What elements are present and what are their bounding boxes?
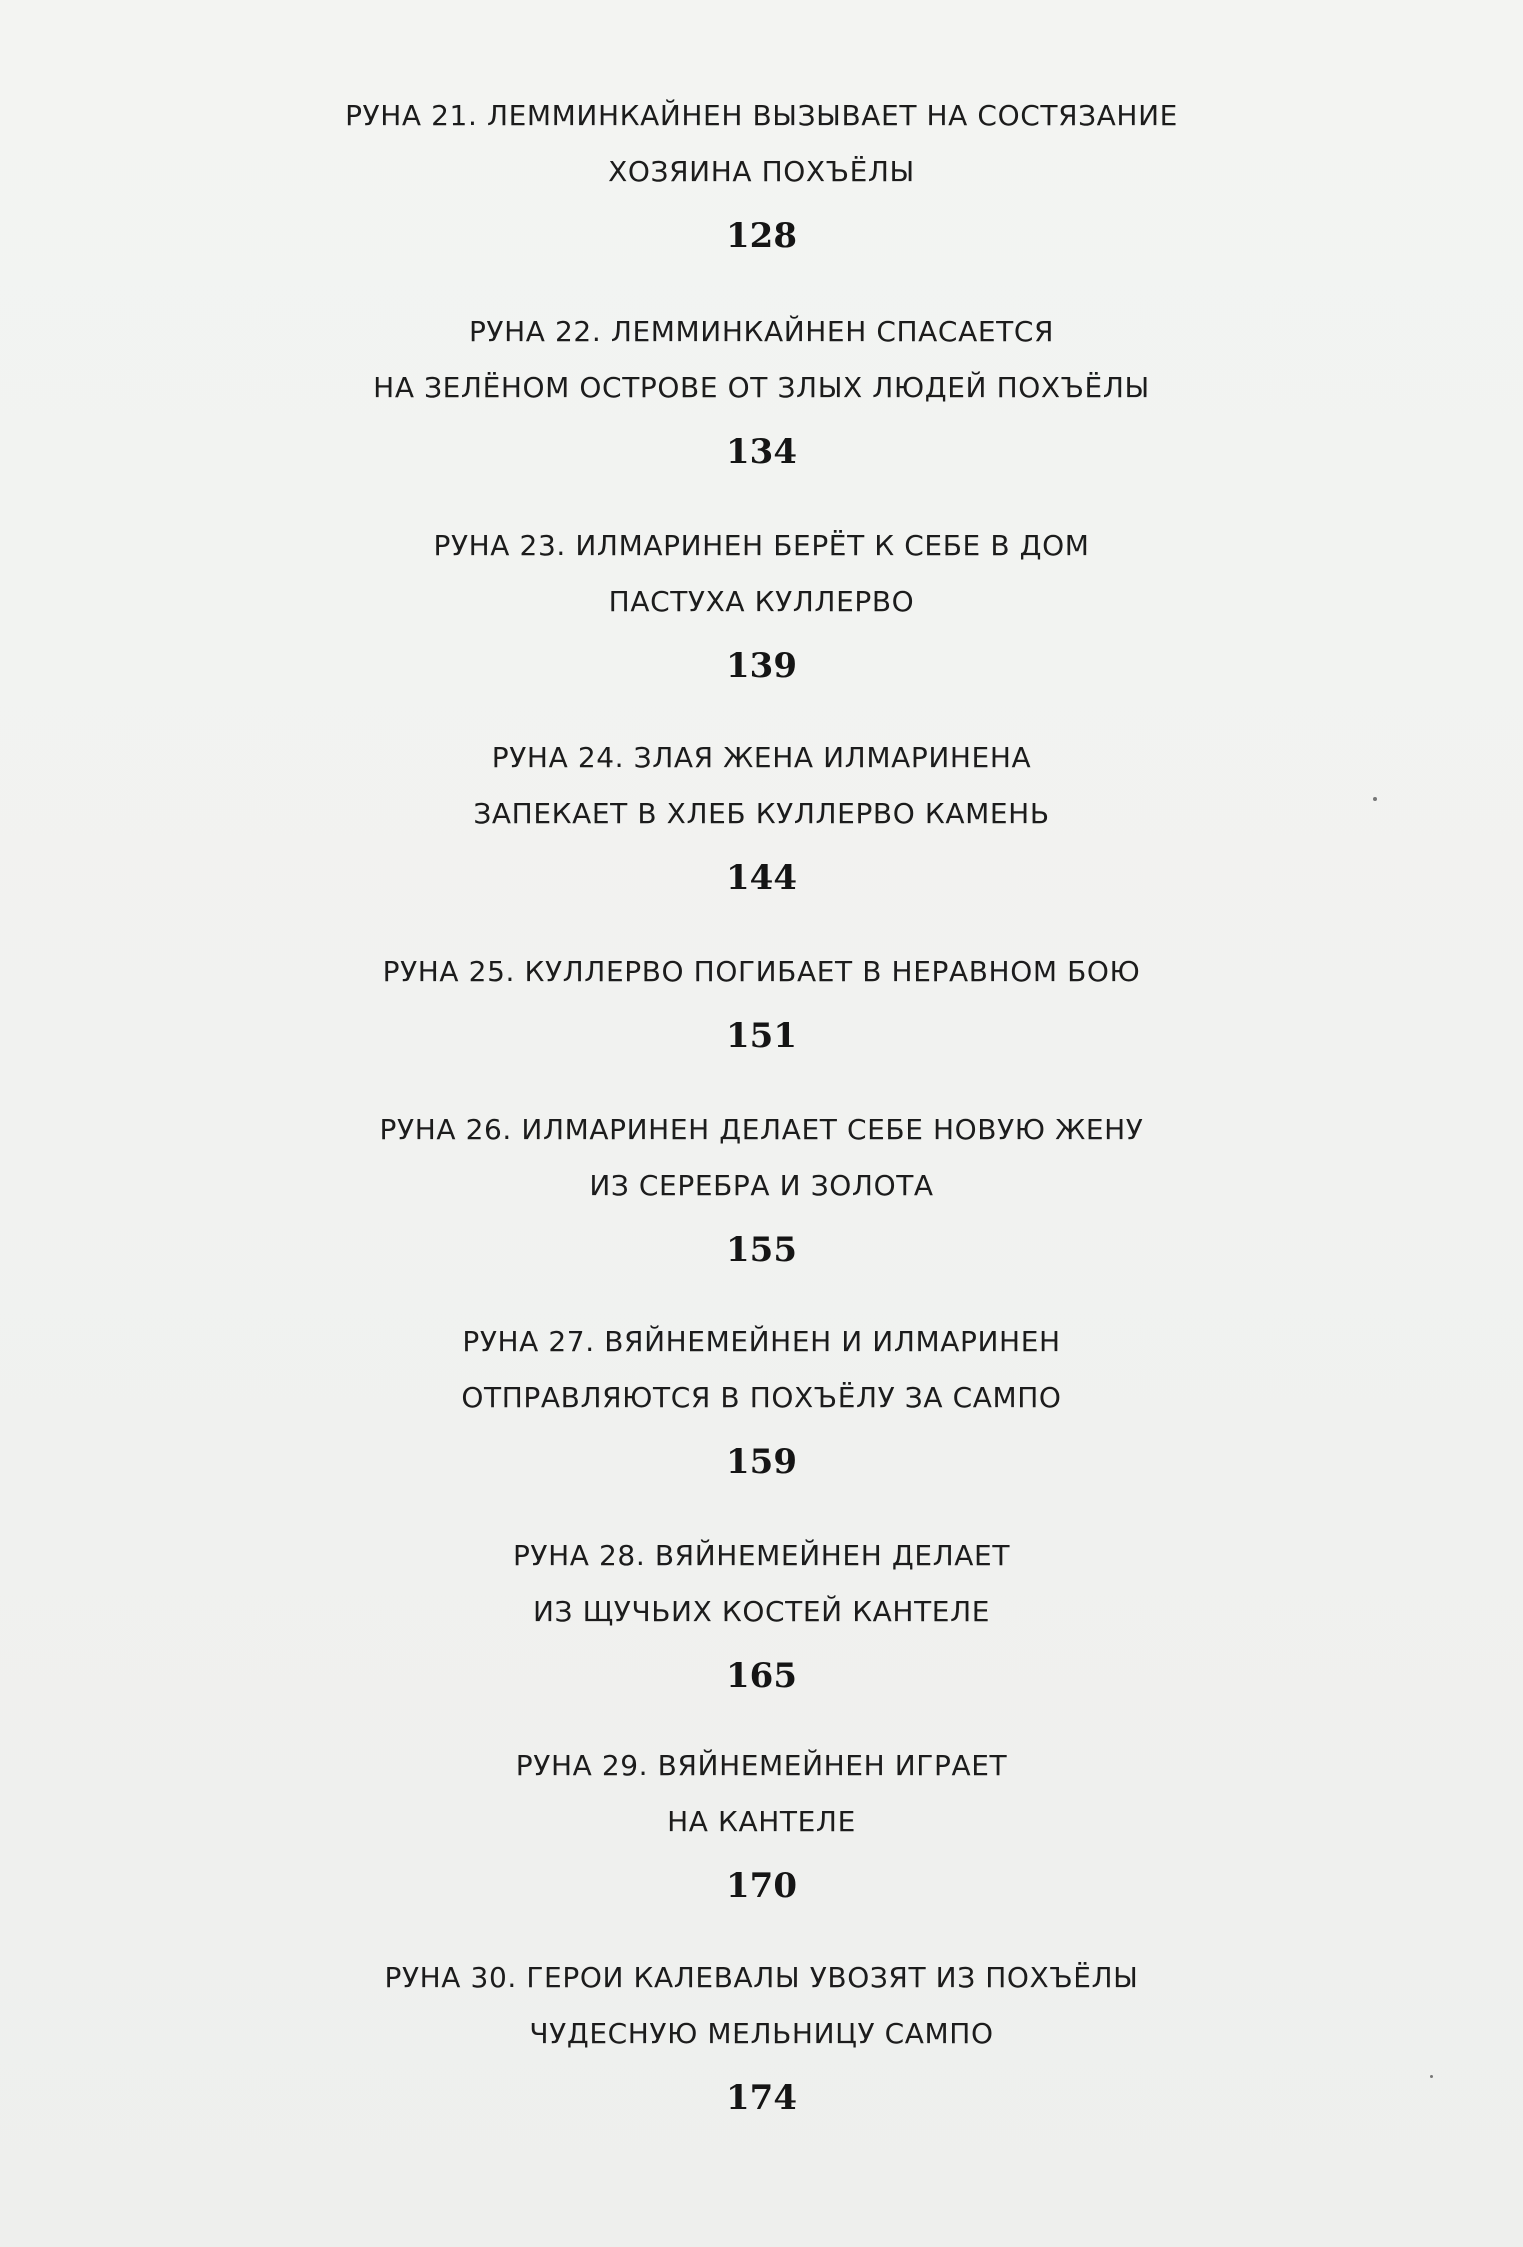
toc-entry-runa-22	[0, 304, 1523, 474]
entry-title-line: РУНА 21. ЛЕММИНКАЙНЕН ВЫЗЫВАЕТ НА СОСТЯЗАНИЕ	[345, 99, 1178, 132]
entry-page-number: 151	[726, 1016, 797, 1056]
entry-title-line: ИЗ ЩУЧЬИХ КОСТЕЙ КАНТЕЛЕ	[532, 1595, 991, 1628]
entry-title-line: ЧУДЕСНУЮ МЕЛЬНИЦУ САМПО	[529, 2017, 994, 2050]
toc-entry-runa-29	[0, 1738, 1523, 1908]
toc-entry-runa-26	[0, 1102, 1523, 1272]
entry-title-line: ПАСТУХА КУЛЛЕРВО	[608, 585, 915, 618]
toc-entry-runa-28	[0, 1528, 1523, 1698]
paper-speck	[1373, 797, 1377, 801]
toc-entry-runa-30	[0, 1950, 1523, 2120]
entry-title-line: ИЗ СЕРЕБРА И ЗОЛОТА	[589, 1169, 934, 1202]
entry-title-line: РУНА 26. ИЛМАРИНЕН ДЕЛАЕТ СЕБЕ НОВУЮ ЖЕНУ	[379, 1113, 1144, 1146]
entry-page-number: 139	[726, 646, 797, 686]
paper-speck	[1430, 2075, 1433, 2078]
toc-entry-runa-25	[0, 944, 1523, 1058]
entry-page-number: 159	[726, 1442, 797, 1482]
entry-title-line: ХОЗЯИНА ПОХЪЁЛЫ	[608, 155, 915, 188]
entry-page-number: 144	[726, 858, 797, 898]
entry-title-line: РУНА 27. ВЯЙНЕМЕЙНЕН И ИЛМАРИНЕН	[462, 1325, 1061, 1358]
entry-title-line: ОТПРАВЛЯЮТСЯ В ПОХЪЁЛУ ЗА САМПО	[461, 1381, 1062, 1414]
entry-page-number: 128	[726, 216, 797, 256]
entry-title-line: РУНА 22. ЛЕММИНКАЙНЕН СПАСАЕТСЯ	[468, 315, 1055, 348]
entry-title-line: РУНА 24. ЗЛАЯ ЖЕНА ИЛМАРИНЕНА	[491, 741, 1032, 774]
entry-title-line: РУНА 29. ВЯЙНЕМЕЙНЕН ИГРАЕТ	[515, 1749, 1008, 1782]
entry-title-line: НА ЗЕЛЁНОМ ОСТРОВЕ ОТ ЗЛЫХ ЛЮДЕЙ ПОХЪЁЛЫ	[373, 371, 1150, 404]
toc-entry-runa-23	[0, 518, 1523, 688]
entry-page-number: 155	[726, 1230, 797, 1270]
entry-title-line: ЗАПЕКАЕТ В ХЛЕБ КУЛЛЕРВО КАМЕНЬ	[473, 797, 1050, 830]
entry-title-line: РУНА 25. КУЛЛЕРВО ПОГИБАЕТ В НЕРАВНОМ БОЮ	[382, 955, 1141, 988]
entry-title-line: РУНА 23. ИЛМАРИНЕН БЕРЁТ К СЕБЕ В ДОМ	[433, 529, 1090, 562]
entry-title-line: РУНА 30. ГЕРОИ КАЛЕВАЛЫ УВОЗЯТ ИЗ ПОХЪЁЛЫ	[384, 1961, 1139, 1994]
entry-page-number: 174	[726, 2078, 797, 2118]
entry-page-number: 170	[726, 1866, 797, 1906]
entry-page-number: 165	[726, 1656, 797, 1696]
toc-entry-runa-24	[0, 730, 1523, 900]
entry-page-number: 134	[726, 432, 797, 472]
entry-title-line: НА КАНТЕЛЕ	[667, 1805, 856, 1838]
toc-entry-runa-21	[0, 88, 1523, 258]
entry-title-line: РУНА 28. ВЯЙНЕМЕЙНЕН ДЕЛАЕТ	[512, 1539, 1011, 1572]
toc-entry-runa-27	[0, 1314, 1523, 1484]
